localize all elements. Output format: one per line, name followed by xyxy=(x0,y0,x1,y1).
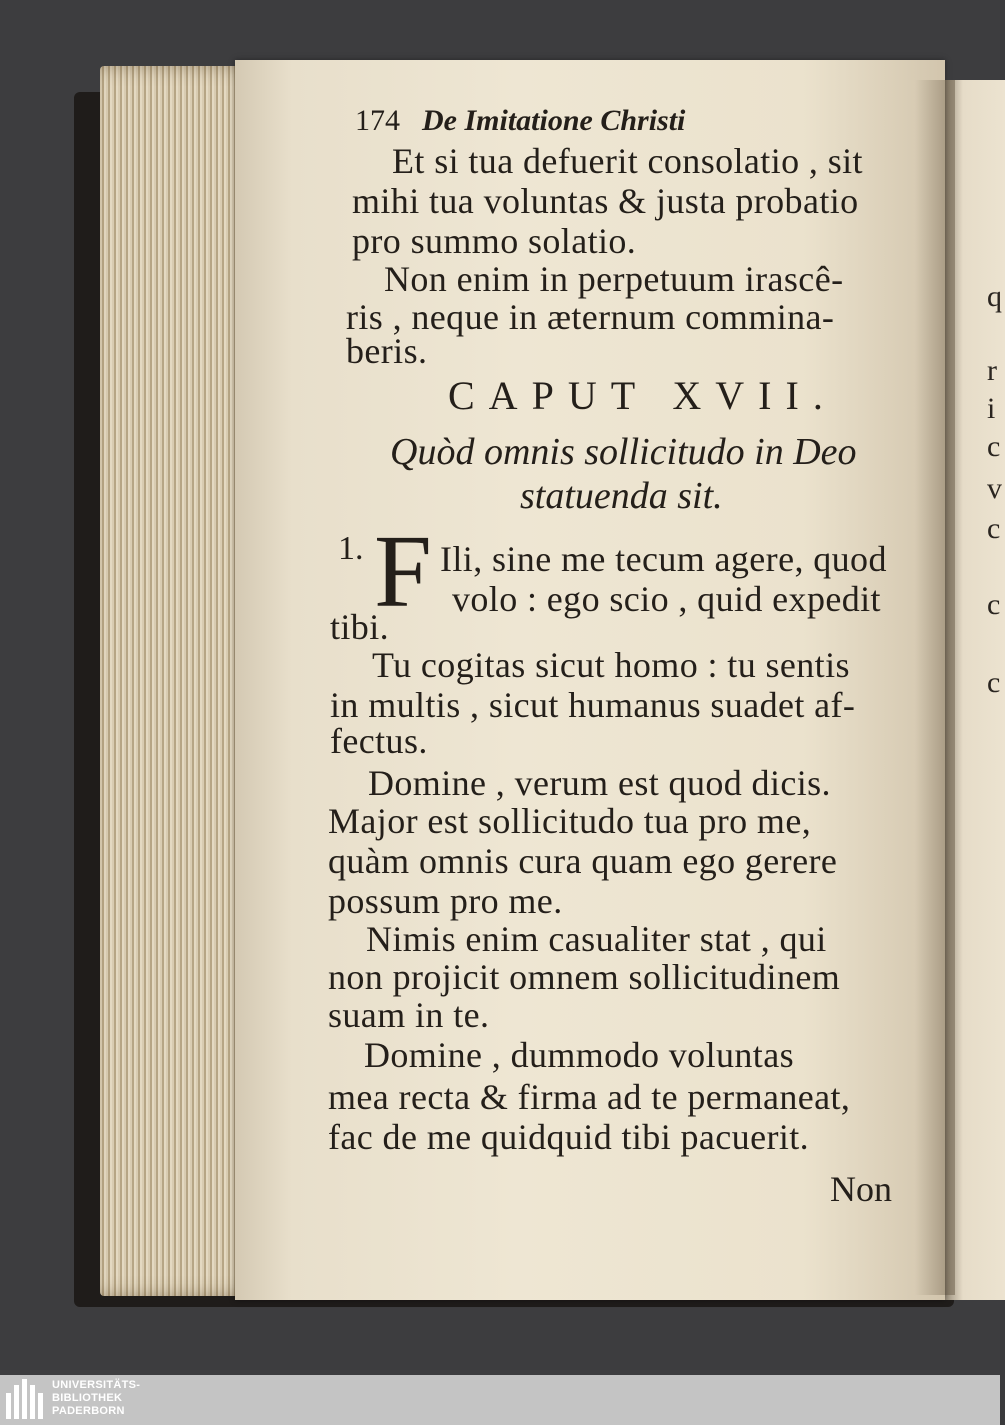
text-line: Major est sollicitudo tua pro me, xyxy=(328,801,812,841)
text-line: beris. xyxy=(346,331,428,371)
text-line: Domine , dummodo voluntas xyxy=(364,1035,794,1075)
logo-line: PADERBORN xyxy=(52,1405,125,1417)
page-number: 174 xyxy=(355,104,400,137)
text-line: suam in te. xyxy=(328,995,490,1035)
chapter-heading: CAPUT XVII. xyxy=(448,373,837,418)
text-line: ris , neque in æternum comminа- xyxy=(346,297,835,337)
catchword: Non xyxy=(830,1169,892,1209)
library-logo-icon xyxy=(6,1379,44,1419)
text-line: non projicit omnem sollicitudinem xyxy=(328,957,841,997)
facing-glyph: c xyxy=(987,588,1001,621)
gutter-shadow xyxy=(915,80,955,1295)
facing-glyph: r xyxy=(987,354,997,387)
text-line: Ili, sine me tecum agere, quod xyxy=(440,539,887,579)
running-header xyxy=(355,104,685,138)
running-title: De Imitatione Christi xyxy=(422,104,686,137)
logo-line: UNIVERSITÄTS- xyxy=(52,1379,141,1391)
facing-glyph: c xyxy=(987,430,1001,463)
chapter-title: statuenda sit. xyxy=(520,475,723,517)
text-line: possum pro me. xyxy=(328,881,563,921)
text-line: Non enim in perpetuum irascê- xyxy=(384,259,844,299)
text-line: in multis , sicut humanus suadet af- xyxy=(330,685,856,725)
text-line: mihi tua voluntas & justa probatio xyxy=(352,181,859,221)
text-line: quàm omnis cura quam ego gerere xyxy=(328,841,838,881)
facing-glyph: v xyxy=(987,472,1002,505)
facing-glyph: i xyxy=(987,392,996,425)
text-line: Nimis enim casualiter stat , qui xyxy=(366,919,827,959)
drop-cap: F xyxy=(374,514,432,629)
library-logo-text xyxy=(52,1379,140,1418)
text-line: mea recta & firma ad te permaneat, xyxy=(328,1077,851,1117)
text-line: Domine , verum est quod dicis. xyxy=(368,763,831,803)
facing-glyph: c xyxy=(987,512,1001,545)
library-footer-bar xyxy=(0,1375,1000,1425)
text-line: tibi. xyxy=(330,607,390,647)
text-line: volo : ego scio , quid expedit xyxy=(452,579,881,619)
text-line: pro summo solatio. xyxy=(352,221,637,261)
text-line: fac de me quidquid tibi pacuerit. xyxy=(328,1117,810,1157)
facing-glyph: q xyxy=(987,280,1002,313)
text-line: Et si tua defuerit consolatio , sit xyxy=(392,141,863,181)
text-line: Tu cogitas sicut homo : tu sentis xyxy=(372,645,850,685)
logo-line: BIBLIOTHEK xyxy=(52,1392,123,1404)
paragraph-number: 1. xyxy=(338,530,364,567)
text-line: fectus. xyxy=(330,721,428,761)
facing-glyph: c xyxy=(987,666,1001,699)
chapter-title: Quòd omnis sollicitudo in Deo xyxy=(390,431,857,473)
